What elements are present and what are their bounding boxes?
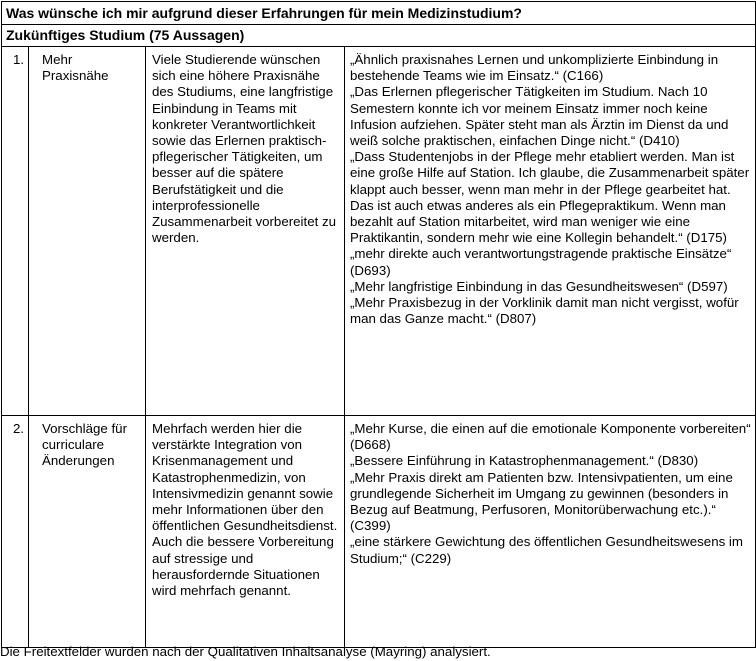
quote: „eine stärkere Gewichtung des öffentlichen Gesundheitswesens im Studium;“ (C229) (350, 534, 743, 566)
table-subtitle-row (2, 25, 756, 47)
table-row (2, 416, 756, 648)
results-table (1, 1, 756, 648)
row-category: Vorschläge für curricularе Änderungen (29, 416, 146, 648)
table-title: Was wünsche ich mir aufgrund dieser Erfahrungen für mein Medizinstudium? (2, 2, 756, 25)
quote: „Mehr Praxisbezug in der Vorklinik damit man nicht vergisst, wofür man das Ganze macht.“ (D807) (350, 295, 739, 327)
quote: „Ähnlich praxisnahes Lernen und unkomplizierte Einbindung in bestehende Teams wie im Einsatz.“ (C166) (350, 52, 719, 84)
quote: „Das Erlernen pflegerischer Tätigkeiten im Studium. Nach 10 Semestern konnte ich vor meinem Einsatz immer noch keine Infusion aufziehen. Später steht man als Ärztin im Dienst da und weiß solche praktischen, einfachen Dinge nicht.“ (D410) (350, 84, 729, 149)
row-category: Mehr Praxisnähe (29, 47, 146, 416)
row-quotes (345, 47, 756, 416)
quote: „Bessere Einführung in Katastrophenmanagement.“ (D830) (350, 453, 699, 469)
table-row (2, 47, 756, 416)
row-description: Viele Studierende wünschen sich eine höhere Praxisnähe des Studiums, eine langfristige Einbindung in Teams mit konkreter Verantwortlichkeit sowie das Erlernen praktisch-pflegerischer Tätigkeiten, um besser auf die spätere Berufstätigkeit und die interprofessionelle Zusammenarbeit vorbereitet zu werden. (146, 47, 345, 416)
row-number: 1. (2, 47, 29, 416)
quote: „Mehr Kurse, die einen auf die emotionale Komponente vorbereiten“ (D668) (350, 421, 751, 453)
quote: „Mehr Praxis direkt am Patienten bzw. Intensivpatienten, um eine grundlegende Sicherheit im Umgang zu gewinnen (besonders in Bezug auf Beatmung, Perfusoren, Monitorüberwachung etc.).“ (C399) (350, 469, 733, 534)
table-subtitle: Zukünftiges Studium (75 Aussagen) (2, 25, 756, 47)
quote: „Mehr langfristige Einbindung in das Gesundheitswesen“ (D597) (350, 278, 728, 294)
quote: „Dass Studentenjobs in der Pflege mehr etabliert werden. Man ist eine große Hilfe auf Station. Ich glaube, die Zusammenarbeit später klappt auch besser, wenn man mehr in der Pflege gearbeitet hat. Das ist auch etwas anderes als ein Pflegepraktikum. Wenn man bezahlt auf Station mitarbeitet, wird man weniger wie eine Praktikantin, sondern mehr wie eine Kollegin behandelt.“ (D175) (350, 149, 750, 246)
row-description: Mehrfach werden hier die verstärkte Integration von Krisenmanagement und Katastrophenmedizin, von Intensivmedizin genannt sowie mehr Informationen über den öffentlichen Gesundheitsdienst. Auch die bessere Vorbereitung auf stressige und herausfordernde Situationen wird mehrfach genannt. (146, 416, 345, 648)
row-quotes (345, 416, 756, 648)
row-number: 2. (2, 416, 29, 648)
table-footnote: Die Freitextfelder wurden nach der Qualitativen Inhaltsanalyse (Mayring) analysiert. (0, 644, 491, 659)
quote: „mehr direkte auch verantwortungstragende praktische Einsätze“ (D693) (350, 246, 732, 278)
table-title-row (2, 2, 756, 25)
